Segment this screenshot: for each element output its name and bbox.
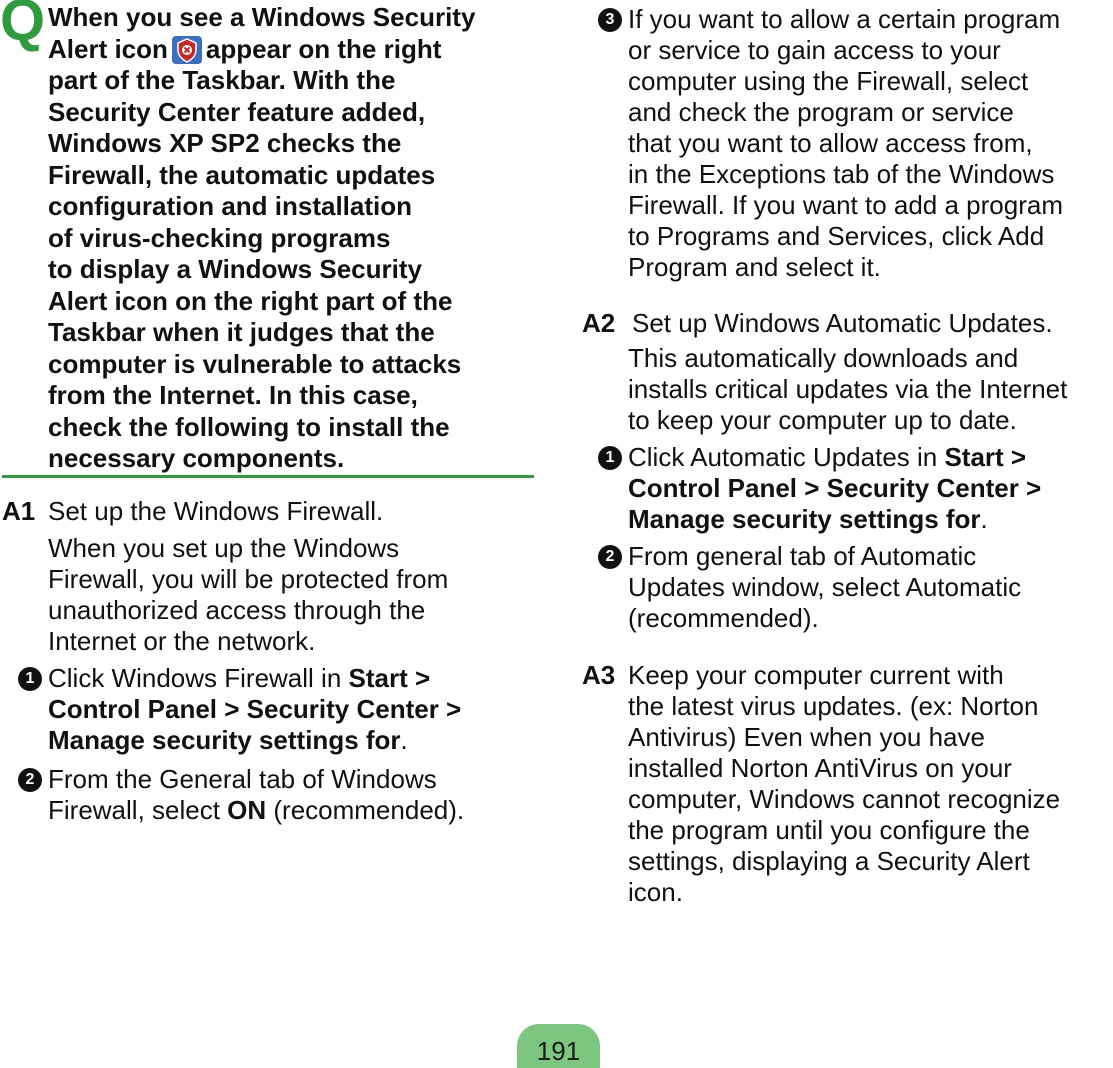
question-line: computer is vulnerable to attacks — [48, 348, 462, 379]
question-line: Windows XP SP2 checks the — [48, 128, 402, 158]
question-line: Firewall, the automatic updates — [48, 159, 436, 190]
answer-title: Set up the Windows Firewall. — [48, 496, 384, 526]
answer-label-a2: A2 — [582, 308, 616, 338]
question-line: Alert icon on the right part of the — [48, 285, 453, 316]
question-line: part of the Taskbar. With the — [48, 65, 396, 95]
answer-title: Set up Windows Automatic Updates. — [632, 308, 1053, 338]
question-line: of virus-checking programs — [48, 222, 391, 253]
a2-step-1: Click Automatic Updates in Start > Control Panel > Security Center > Manage security settings for. — [628, 442, 1042, 534]
answer-a1-body — [48, 496, 383, 527]
section-divider — [2, 475, 534, 478]
a1-step-2: From the General tab of Windows Firewall, select ON (recommended). — [48, 764, 465, 825]
page-number: 191 — [536, 1036, 581, 1066]
question-line: necessary components. — [48, 443, 345, 473]
step-number-badge: 3 — [598, 8, 622, 32]
security-alert-shield-icon — [172, 36, 202, 64]
answer-label-a3: A3 — [582, 660, 616, 690]
question-line: When you see a Windows Security — [48, 2, 476, 32]
question-line: Taskbar when it judges that the — [48, 317, 435, 347]
question-marker: Q — [0, 0, 46, 53]
answer-a2-body — [632, 308, 1053, 339]
a1-step-3: If you want to allow a certain program or service to gain access to your computer using the Firewall, select and check the program or service that you want to allow access from, in the Exceptions tab of the Windows Firewall. If you want to add a program to Programs and Services, click Add Program and select it. — [628, 4, 1063, 282]
question-line: Security Center feature added, — [48, 96, 426, 127]
step-number-badge: 2 — [598, 545, 622, 569]
step-number-badge: 2 — [18, 768, 42, 792]
answer-a1-description: When you set up the Windows Firewall, you will be protected from unauthorized access through the Internet or the network. — [48, 533, 449, 656]
question-line: check the following to install the — [48, 411, 450, 442]
question-line: to display a Windows Security — [48, 254, 422, 284]
step-number-badge: 1 — [598, 446, 622, 470]
question-line: configuration and installation — [48, 191, 412, 221]
answer-a3-body: Keep your computer current with the latest virus updates. (ex: Norton Antivirus) Even when you have installed Norton AntiVirus on your computer, Windows cannot recognize the program until you configure the settings, displaying a Security Alert icon. — [628, 660, 1061, 907]
answer-label-a1: A1 — [2, 496, 36, 526]
question-text — [48, 2, 530, 475]
step-number-badge: 1 — [18, 667, 42, 691]
question-line: from the Internet. In this case, — [48, 380, 418, 410]
answer-a2-description: This automatically downloads and installs critical updates via the Internet to keep your computer up to date. — [628, 343, 1068, 435]
a1-step-1: Click Windows Firewall in Start > Control Panel > Security Center > Manage security settings for. — [48, 663, 462, 755]
a2-step-2: From general tab of Automatic Updates window, select Automatic (recommended). — [628, 541, 1022, 633]
question-line-with-icon: Alert icon appear on the right — [48, 33, 442, 64]
